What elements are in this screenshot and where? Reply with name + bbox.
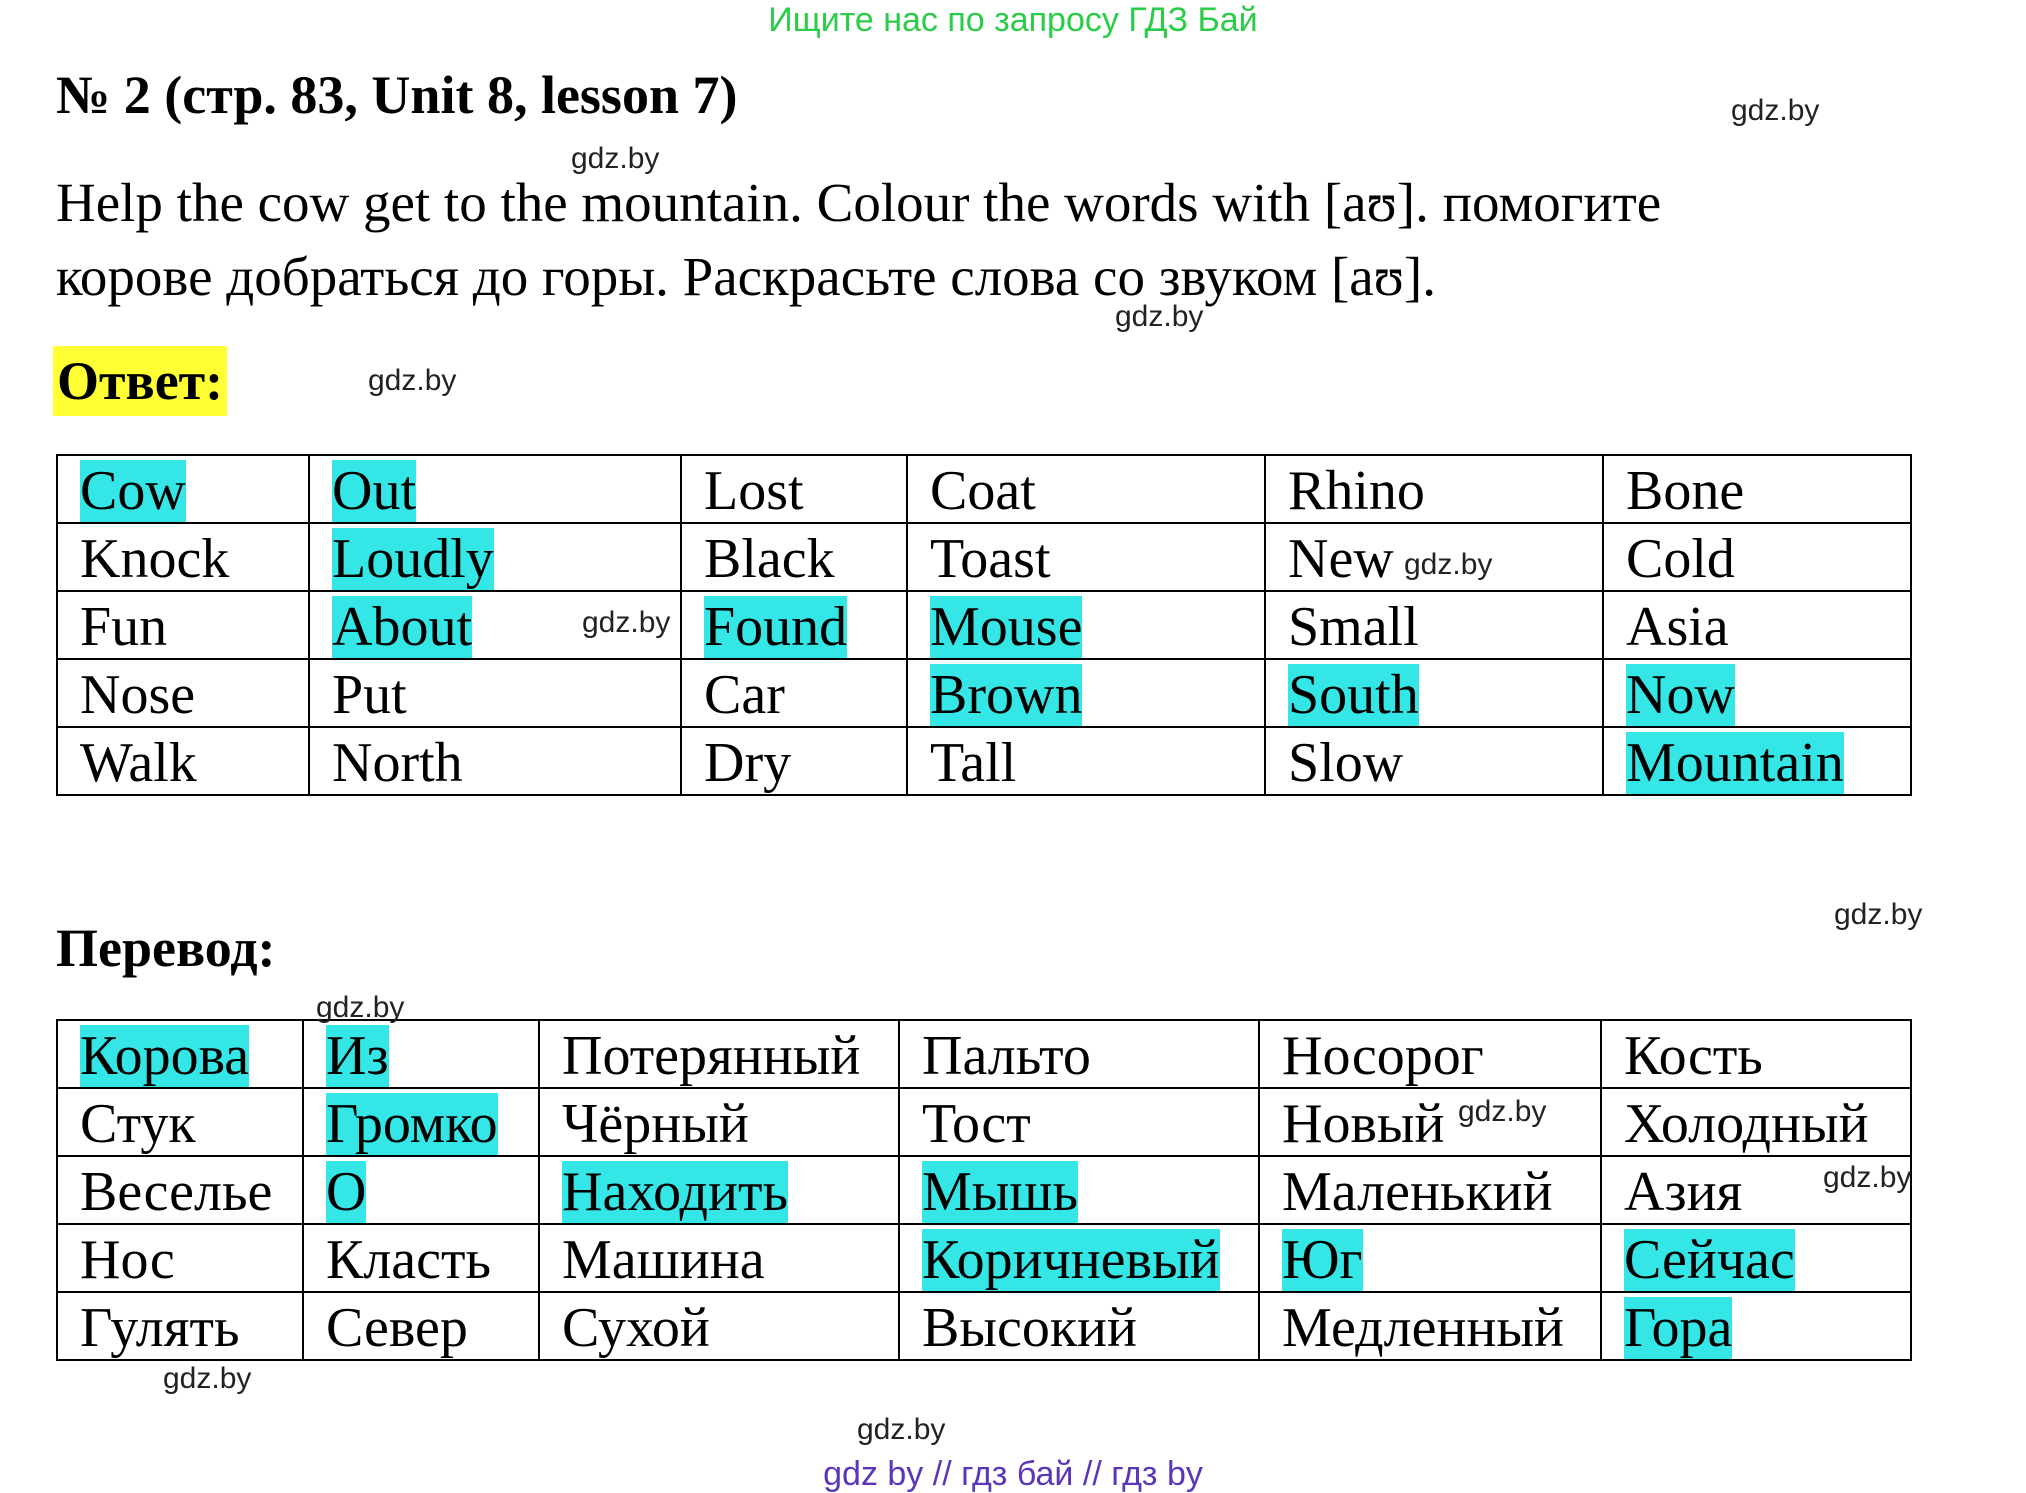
word: Lost [704, 460, 804, 522]
highlighted-word: Мышь [922, 1161, 1079, 1223]
word: North [332, 732, 463, 794]
answer-cell [681, 523, 907, 591]
translation-cell [1259, 1156, 1601, 1224]
word: Азия [1624, 1161, 1743, 1223]
answer-label: Ответ: [53, 346, 227, 416]
word: Fun [80, 596, 168, 658]
answer-cell [57, 727, 309, 795]
translation-row [57, 1088, 1911, 1156]
word: Маленький [1282, 1161, 1553, 1223]
answer-cell [1265, 591, 1603, 659]
answer-cell [907, 591, 1265, 659]
translation-cell [1259, 1224, 1601, 1292]
translation-cell [539, 1292, 899, 1360]
highlighted-word: Находить [562, 1161, 789, 1223]
word: Сухой [562, 1297, 710, 1359]
word: Веселье [80, 1161, 273, 1223]
answer-cell [1603, 523, 1911, 591]
translation-cell [57, 1088, 303, 1156]
highlighted-word: О [326, 1161, 367, 1223]
answer-cell [907, 455, 1265, 523]
task-line-1: Help the cow get to the mountain. Colour the words with [aʊ]. помогите [56, 172, 1662, 233]
word: Slow [1288, 732, 1404, 794]
translation-cell [303, 1088, 539, 1156]
highlighted-word: Mouse [930, 596, 1083, 658]
highlighted-word: Сейчас [1624, 1229, 1795, 1291]
word: Потерянный [562, 1025, 861, 1087]
word: Rhino [1288, 460, 1425, 522]
answer-cell [1603, 455, 1911, 523]
word: Холодный [1624, 1093, 1869, 1155]
translation-cell [1601, 1020, 1911, 1088]
word: Car [704, 664, 785, 726]
answer-cell [309, 659, 681, 727]
highlighted-word: Out [332, 460, 416, 522]
translation-row [57, 1292, 1911, 1360]
answer-row [57, 727, 1911, 795]
answer-row [57, 591, 1911, 659]
answer-cell [57, 523, 309, 591]
answer-cell [1603, 591, 1911, 659]
translation-cell [899, 1292, 1259, 1360]
translation-cell [539, 1088, 899, 1156]
word: Нос [80, 1229, 175, 1291]
answer-cell [681, 727, 907, 795]
word: Tall [930, 732, 1017, 794]
translation-cell [1259, 1020, 1601, 1088]
highlighted-word: Корова [80, 1025, 250, 1087]
answer-cell [681, 591, 907, 659]
answer-cell [57, 659, 309, 727]
answer-cell [57, 455, 309, 523]
word: Put [332, 664, 407, 726]
watermark: gdz.by [163, 1362, 252, 1395]
translation-table [56, 1019, 1912, 1361]
site-banner: Ищите нас по запросу ГДЗ Бай [768, 1, 1258, 39]
translation-cell [539, 1224, 899, 1292]
answer-table [56, 454, 1912, 796]
translation-cell [899, 1020, 1259, 1088]
word: Север [326, 1297, 468, 1359]
word: Машина [562, 1229, 765, 1291]
watermark: gdz.by [316, 991, 405, 1024]
answer-cell [1603, 727, 1911, 795]
translation-row [57, 1020, 1911, 1088]
highlighted-word: Юг [1282, 1229, 1363, 1291]
highlighted-word: Коричневый [922, 1229, 1220, 1291]
translation-label: Перевод: [56, 918, 276, 978]
watermark: gdz.by [1115, 300, 1204, 333]
watermark: gdz.by [857, 1413, 946, 1446]
translation-cell [899, 1088, 1259, 1156]
highlighted-word: South [1288, 664, 1419, 726]
watermark: gdz.by [1834, 898, 1923, 931]
answer-cell [309, 455, 681, 523]
word: Медленный [1282, 1297, 1564, 1359]
answer-cell [907, 727, 1265, 795]
highlighted-word: Громко [326, 1093, 498, 1155]
translation-cell [1259, 1088, 1601, 1156]
highlighted-word: Mountain [1626, 732, 1844, 794]
watermark: gdz.by [582, 606, 671, 639]
word: Гулять [80, 1297, 240, 1359]
watermark: gdz.by [1823, 1161, 1912, 1194]
word: Nose [80, 664, 196, 726]
translation-cell [1601, 1088, 1911, 1156]
highlighted-word: Found [704, 596, 848, 658]
translation-cell [539, 1020, 899, 1088]
word: Новый [1282, 1093, 1445, 1155]
translation-cell [1259, 1292, 1601, 1360]
word: Класть [326, 1229, 492, 1291]
word: Toast [930, 528, 1051, 590]
answer-row [57, 659, 1911, 727]
translation-cell [1601, 1292, 1911, 1360]
translation-cell [303, 1156, 539, 1224]
highlighted-word: Loudly [332, 528, 494, 590]
highlighted-word: Now [1626, 664, 1735, 726]
translation-cell [303, 1224, 539, 1292]
task-text [56, 166, 1661, 314]
watermark: gdz.by [1458, 1095, 1547, 1128]
task-line-2: корове добраться до горы. Раскрасьте слова со звуком [aʊ]. [56, 246, 1436, 307]
word: Тост [922, 1093, 1031, 1155]
word: Coat [930, 460, 1036, 522]
word: Стук [80, 1093, 196, 1155]
translation-row [57, 1224, 1911, 1292]
watermark: gdz.by [1731, 94, 1820, 127]
word: Носорог [1282, 1025, 1484, 1087]
answer-cell [681, 659, 907, 727]
watermark: gdz.by [1404, 548, 1493, 581]
answer-cell [907, 523, 1265, 591]
word: Knock [80, 528, 230, 590]
translation-cell [899, 1224, 1259, 1292]
highlighted-word: Brown [930, 664, 1083, 726]
word: New [1288, 528, 1394, 590]
word: Asia [1626, 596, 1729, 658]
highlighted-word: About [332, 596, 472, 658]
translation-cell [57, 1224, 303, 1292]
translation-cell [303, 1020, 539, 1088]
word: Cold [1626, 528, 1735, 590]
translation-cell [57, 1020, 303, 1088]
exercise-title: № 2 (стр. 83, Unit 8, lesson 7) [56, 65, 738, 125]
answer-row [57, 523, 1911, 591]
highlighted-word: Гора [1624, 1297, 1733, 1359]
answer-cell [1265, 659, 1603, 727]
translation-row [57, 1156, 1911, 1224]
footer-links[interactable]: gdz by // гдз бай // гдз by [823, 1455, 1203, 1493]
word: Кость [1624, 1025, 1763, 1087]
word: Высокий [922, 1297, 1137, 1359]
word: Black [704, 528, 835, 590]
answer-cell [907, 659, 1265, 727]
answer-cell [1265, 455, 1603, 523]
answer-cell [1265, 727, 1603, 795]
word: Small [1288, 596, 1419, 658]
translation-cell [539, 1156, 899, 1224]
answer-cell [309, 523, 681, 591]
translation-cell [57, 1156, 303, 1224]
translation-cell [57, 1292, 303, 1360]
watermark: gdz.by [571, 142, 660, 175]
highlighted-word: Cow [80, 460, 186, 522]
answer-cell [681, 455, 907, 523]
translation-cell [303, 1292, 539, 1360]
translation-cell [899, 1156, 1259, 1224]
word: Bone [1626, 460, 1745, 522]
word: Dry [704, 732, 792, 794]
watermark: gdz.by [368, 364, 457, 397]
word: Чёрный [562, 1093, 749, 1155]
word: Walk [80, 732, 197, 794]
word: Пальто [922, 1025, 1091, 1087]
translation-cell [1601, 1224, 1911, 1292]
highlighted-word: Из [326, 1025, 389, 1087]
answer-cell [309, 727, 681, 795]
answer-cell [57, 591, 309, 659]
answer-cell [1603, 659, 1911, 727]
answer-row [57, 455, 1911, 523]
